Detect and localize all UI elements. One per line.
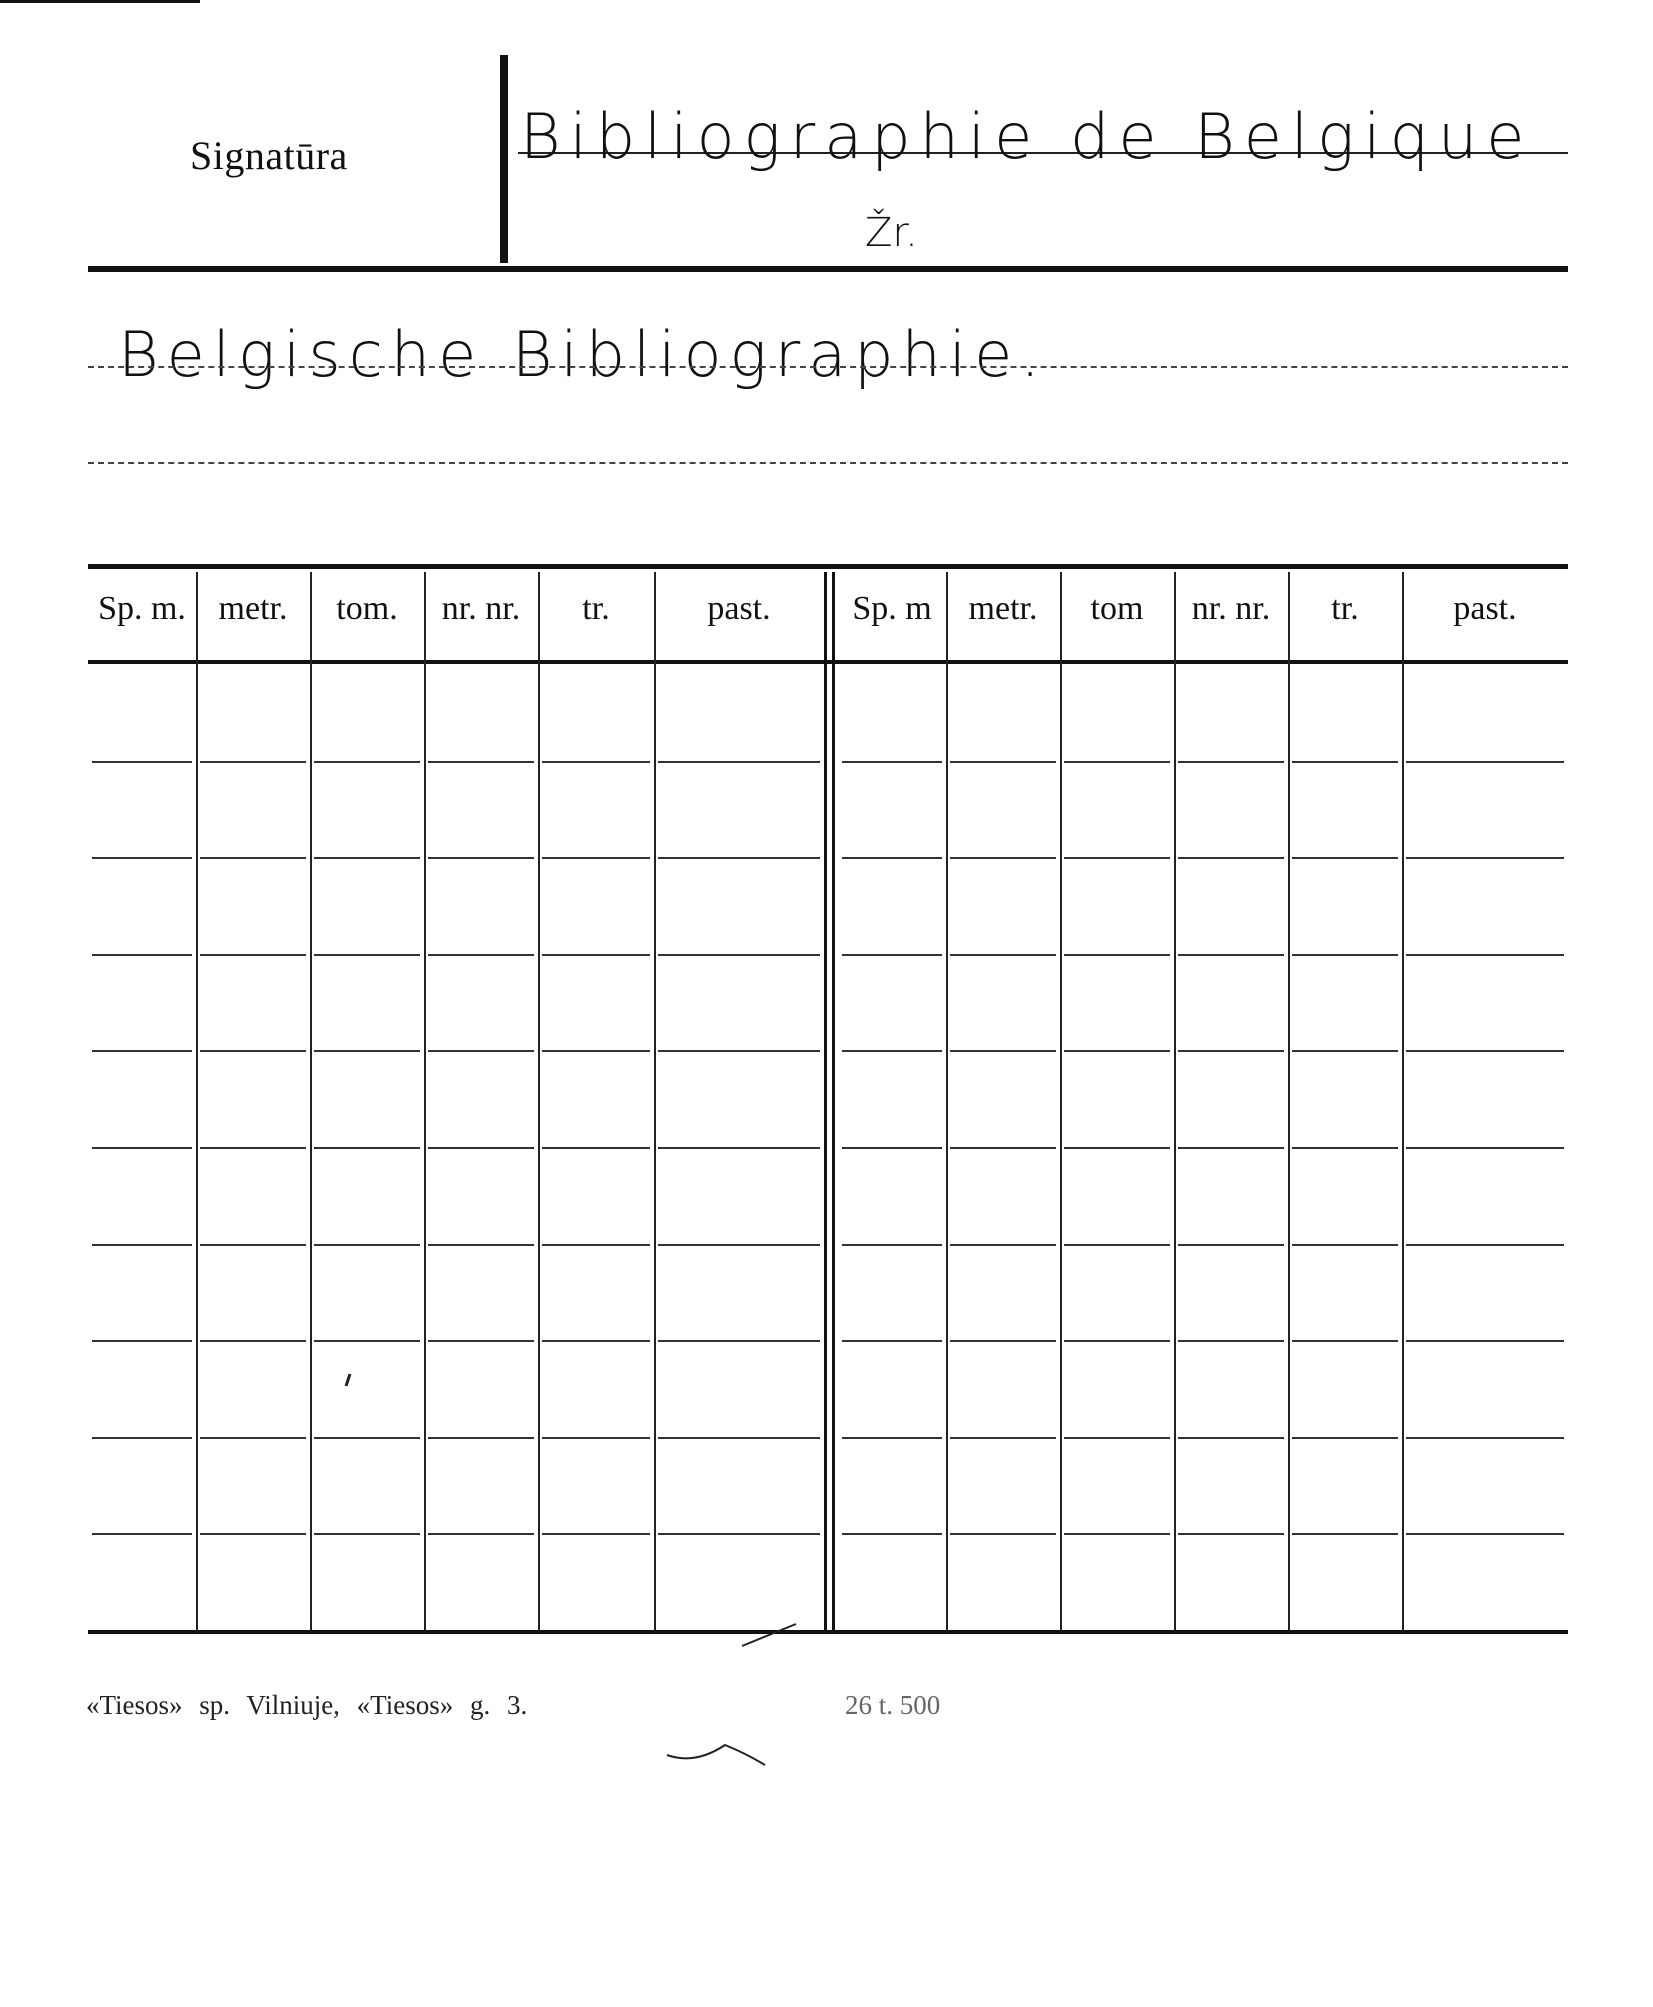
table-row-line bbox=[1064, 1050, 1170, 1052]
column-divider bbox=[1060, 572, 1062, 1630]
column-header: tom bbox=[1090, 590, 1144, 627]
table-row-line bbox=[314, 761, 420, 763]
title-line-2 bbox=[88, 462, 1568, 464]
table-row-line bbox=[1064, 761, 1170, 763]
table-row-line bbox=[658, 1244, 820, 1246]
table-row-line bbox=[200, 1147, 306, 1149]
table-row-line bbox=[950, 1147, 1056, 1149]
title-entry: Belgische Bibliographie. bbox=[118, 318, 1048, 391]
table-row-line bbox=[428, 1533, 534, 1535]
stray-mark-2 bbox=[665, 1735, 775, 1775]
printer-imprint: «Tiesos» sp. Vilniuje, «Tiesos» g. 3. bbox=[86, 1690, 528, 1720]
column-header: past. bbox=[707, 590, 771, 627]
table-row-line bbox=[314, 1340, 420, 1342]
table-row-line bbox=[1292, 1147, 1398, 1149]
table-row-line bbox=[1292, 1050, 1398, 1052]
table-row-line bbox=[842, 761, 942, 763]
stray-mark-3 bbox=[342, 1372, 354, 1388]
table-row-line bbox=[1064, 1244, 1170, 1246]
table-row-line bbox=[1178, 1533, 1284, 1535]
table-row-line bbox=[314, 1437, 420, 1439]
table-row-line bbox=[950, 1533, 1056, 1535]
table-row-line bbox=[950, 1050, 1056, 1052]
table-split-line-right bbox=[832, 572, 835, 1630]
table-row-line bbox=[1064, 1437, 1170, 1439]
table-bottom-rule bbox=[88, 1630, 1568, 1634]
table-row-line bbox=[428, 761, 534, 763]
table-row-line bbox=[314, 857, 420, 859]
table-row-line bbox=[542, 857, 650, 859]
table-row-line bbox=[842, 1533, 942, 1535]
table-row-line bbox=[428, 1340, 534, 1342]
table-row-line bbox=[314, 1533, 420, 1535]
table-row-line bbox=[1292, 1340, 1398, 1342]
column-header: tr. bbox=[582, 590, 610, 627]
print-run: 26 t. 500 bbox=[845, 1690, 941, 1720]
table-row-line bbox=[542, 761, 650, 763]
table-row-line bbox=[92, 954, 192, 956]
table-row-line bbox=[314, 1147, 420, 1149]
table-row-line bbox=[200, 1340, 306, 1342]
column-divider bbox=[654, 572, 656, 1630]
table-row-line bbox=[428, 954, 534, 956]
table-row-line bbox=[314, 1050, 420, 1052]
column-divider bbox=[946, 572, 948, 1630]
column-header: nr. nr. bbox=[1191, 590, 1271, 627]
table-row-line bbox=[842, 1340, 942, 1342]
table-row-line bbox=[658, 1050, 820, 1052]
table-row-line bbox=[1064, 1533, 1170, 1535]
table-row-line bbox=[200, 954, 306, 956]
table-row-line bbox=[1064, 857, 1170, 859]
column-divider bbox=[310, 572, 312, 1630]
table-row-line bbox=[1178, 1147, 1284, 1149]
table-row-line bbox=[428, 1050, 534, 1052]
column-header: tom. bbox=[336, 590, 398, 627]
table-row-line bbox=[1292, 1437, 1398, 1439]
signatura-value: Bibliographie de Belgique bbox=[520, 100, 1534, 173]
table-row-line bbox=[1292, 1533, 1398, 1535]
table-row-line bbox=[1178, 1340, 1284, 1342]
table-split-line-left bbox=[824, 572, 827, 1630]
table-row-line bbox=[842, 1437, 942, 1439]
table-row-line bbox=[1178, 1437, 1284, 1439]
table-row-line bbox=[92, 1533, 192, 1535]
column-header: metr. bbox=[968, 590, 1038, 627]
table-row-line bbox=[314, 954, 420, 956]
table-row-line bbox=[950, 954, 1056, 956]
table-row-line bbox=[1406, 1244, 1564, 1246]
table-row-line bbox=[1292, 1244, 1398, 1246]
table-row-line bbox=[1064, 1340, 1170, 1342]
stray-mark-1 bbox=[740, 1620, 800, 1650]
table-row-line bbox=[842, 1050, 942, 1052]
table-row-line bbox=[842, 954, 942, 956]
signatura-label: Signatūra bbox=[190, 133, 348, 178]
header-rule bbox=[88, 266, 1568, 272]
table-row-line bbox=[542, 1437, 650, 1439]
table-row-line bbox=[1406, 1147, 1564, 1149]
table-row-line bbox=[200, 1050, 306, 1052]
table-row-line bbox=[542, 1147, 650, 1149]
table-row-line bbox=[1406, 1340, 1564, 1342]
table-row-line bbox=[842, 857, 942, 859]
table-row-line bbox=[92, 857, 192, 859]
table-row-line bbox=[542, 1533, 650, 1535]
column-divider bbox=[1402, 572, 1404, 1630]
table-row-line bbox=[950, 1244, 1056, 1246]
table-row-line bbox=[658, 1340, 820, 1342]
table-row-line bbox=[200, 761, 306, 763]
table-top-rule bbox=[88, 564, 1568, 569]
table-row-line bbox=[950, 1437, 1056, 1439]
table-row-line bbox=[1406, 954, 1564, 956]
table-row-line bbox=[200, 1244, 306, 1246]
table-row-line bbox=[1292, 857, 1398, 859]
table-row-line bbox=[1178, 954, 1284, 956]
column-header: tr. bbox=[1331, 590, 1359, 627]
signatura-suffix: Žr. bbox=[865, 210, 918, 256]
table-row-line bbox=[842, 1244, 942, 1246]
table-row-line bbox=[1406, 857, 1564, 859]
table-row-line bbox=[1406, 1050, 1564, 1052]
table-row-line bbox=[542, 1050, 650, 1052]
signatura-divider bbox=[500, 55, 508, 263]
table-row-line bbox=[428, 857, 534, 859]
table-row-line bbox=[1406, 761, 1564, 763]
column-header: Sp. m. bbox=[98, 590, 186, 627]
column-divider bbox=[1288, 572, 1290, 1630]
table-row-line bbox=[1178, 761, 1284, 763]
table-row-line bbox=[542, 1340, 650, 1342]
column-header: metr. bbox=[218, 590, 288, 627]
table-row-line bbox=[658, 857, 820, 859]
table-row-line bbox=[1406, 1437, 1564, 1439]
table-row-line bbox=[1406, 1533, 1564, 1535]
column-header: past. bbox=[1453, 590, 1517, 627]
table-row-line bbox=[428, 1147, 534, 1149]
table-row-line bbox=[658, 1437, 820, 1439]
table-row-line bbox=[200, 1437, 306, 1439]
table-row-line bbox=[92, 1437, 192, 1439]
table-row-line bbox=[1178, 1050, 1284, 1052]
table-row-line bbox=[658, 1147, 820, 1149]
corner-mark bbox=[0, 0, 200, 11]
table-row-line bbox=[92, 1244, 192, 1246]
table-row-line bbox=[314, 1244, 420, 1246]
column-divider bbox=[1174, 572, 1176, 1630]
table-row-line bbox=[1178, 857, 1284, 859]
table-row-line bbox=[658, 761, 820, 763]
table-row-line bbox=[92, 761, 192, 763]
table-row-line bbox=[542, 954, 650, 956]
table-row-line bbox=[950, 1340, 1056, 1342]
title-line-1 bbox=[88, 366, 1568, 368]
column-header: Sp. m bbox=[852, 590, 932, 627]
table-row-line bbox=[200, 857, 306, 859]
table-row-line bbox=[658, 954, 820, 956]
table-row-line bbox=[1292, 761, 1398, 763]
table-row-line bbox=[1064, 1147, 1170, 1149]
holdings-table bbox=[88, 564, 1568, 1644]
table-row-line bbox=[542, 1244, 650, 1246]
table-row-line bbox=[92, 1340, 192, 1342]
column-divider bbox=[538, 572, 540, 1630]
table-row-line bbox=[1064, 954, 1170, 956]
column-divider bbox=[424, 572, 426, 1630]
table-row-line bbox=[92, 1147, 192, 1149]
table-row-line bbox=[1178, 1244, 1284, 1246]
table-row-line bbox=[950, 857, 1056, 859]
table-row-line bbox=[92, 1050, 192, 1052]
table-row-line bbox=[1292, 954, 1398, 956]
table-row-line bbox=[428, 1437, 534, 1439]
column-divider bbox=[196, 572, 198, 1630]
table-row-line bbox=[200, 1533, 306, 1535]
table-row-line bbox=[842, 1147, 942, 1149]
column-header: nr. nr. bbox=[441, 590, 521, 627]
table-row-line bbox=[950, 761, 1056, 763]
table-row-line bbox=[428, 1244, 534, 1246]
table-row-line bbox=[658, 1533, 820, 1535]
